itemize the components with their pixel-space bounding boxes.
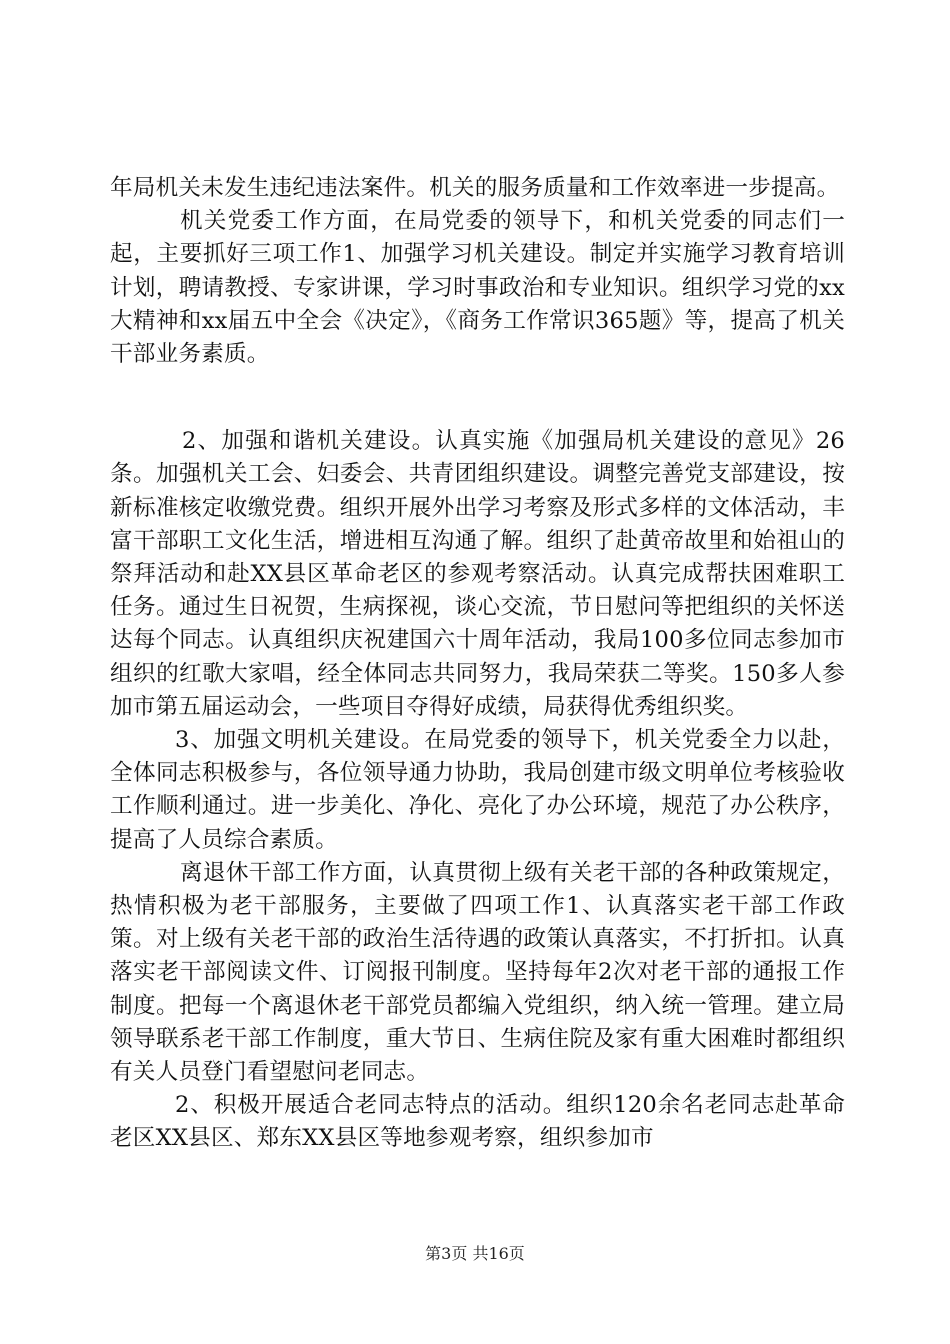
paragraph-2: 机关党委工作方面，在局党委的领导下，和机关党委的同志们一起，主要抓好三项工作1、加强学习机关建设。制定并实施学习教育培训计划，聘请教授、专家讲课，学习时事政治和专业知识。组织学习党的xx大精神和xx届五中全会《决定》，《商务工作常识365题》等，提高了机关干部业务素质。 bbox=[110, 208, 845, 368]
paragraph-3: 2、加强和谐机关建设。认真实施《加强局机关建设的意见》26条。加强机关工会、妇委会、共青团组织建设。调整完善党支部建设，按新标准核定收缴党费。组织开展外出学习考察及形式多样的文体活动，丰富干部职工文化生活，增进相互沟通了解。组织了赴黄帝故里和始祖山的祭拜活动和赴XX县区革命老区的参观考察活动。认真完成帮扶困难职工任务。通过生日祝贺，生病探视，谈心交流，节日慰问等把组织的关怀送达每个同志。认真组织庆祝建国六十周年活动，我局100多位同志参加市组织的红歌大家唱，经全体同志共同努力，我局荣获二等奖。150多人参加市第五届运动会，一些项目夺得好成绩，局获得优秀组织奖。 bbox=[110, 428, 845, 720]
paragraph-5: 离退休干部工作方面，认真贯彻上级有关老干部的各种政策规定，热情积极为老干部服务，主要做了四项工作1、认真落实老干部工作政策。对上级有关老干部的政治生活待遇的政策认真落实，不打折扣。认真落实老干部阅读文件、订阅报刊制度。坚持每年2次对老干部的通报工作制度。把每一个离退休老干部党员都编入党组织，纳入统一管理。建立局领导联系老干部工作制度，重大节日、生病住院及家有重大困难时都组织有关人员登门看望慰问老同志。 bbox=[110, 859, 845, 1086]
page-footer: 第3页 共16页 bbox=[425, 1244, 525, 1263]
paragraph-1: 年局机关未发生违纪违法案件。机关的服务质量和工作效率进一步提高。 bbox=[110, 175, 840, 201]
paragraph-6: 2、积极开展适合老同志特点的活动。组织120余名老同志赴革命老区XX县区、郑东XX县区等地参观考察，组织参加市 bbox=[110, 1092, 845, 1152]
paragraph-4: 3、加强文明机关建设。在局党委的领导下，机关党委全力以赴，全体同志积极参与，各位领导通力协助，我局创建市级文明单位考核验收工作顺利通过。进一步美化、净化、亮化了办公环境，规范了办公秩序，提高了人员综合素质。 bbox=[110, 727, 845, 853]
document-body bbox=[110, 172, 845, 1156]
